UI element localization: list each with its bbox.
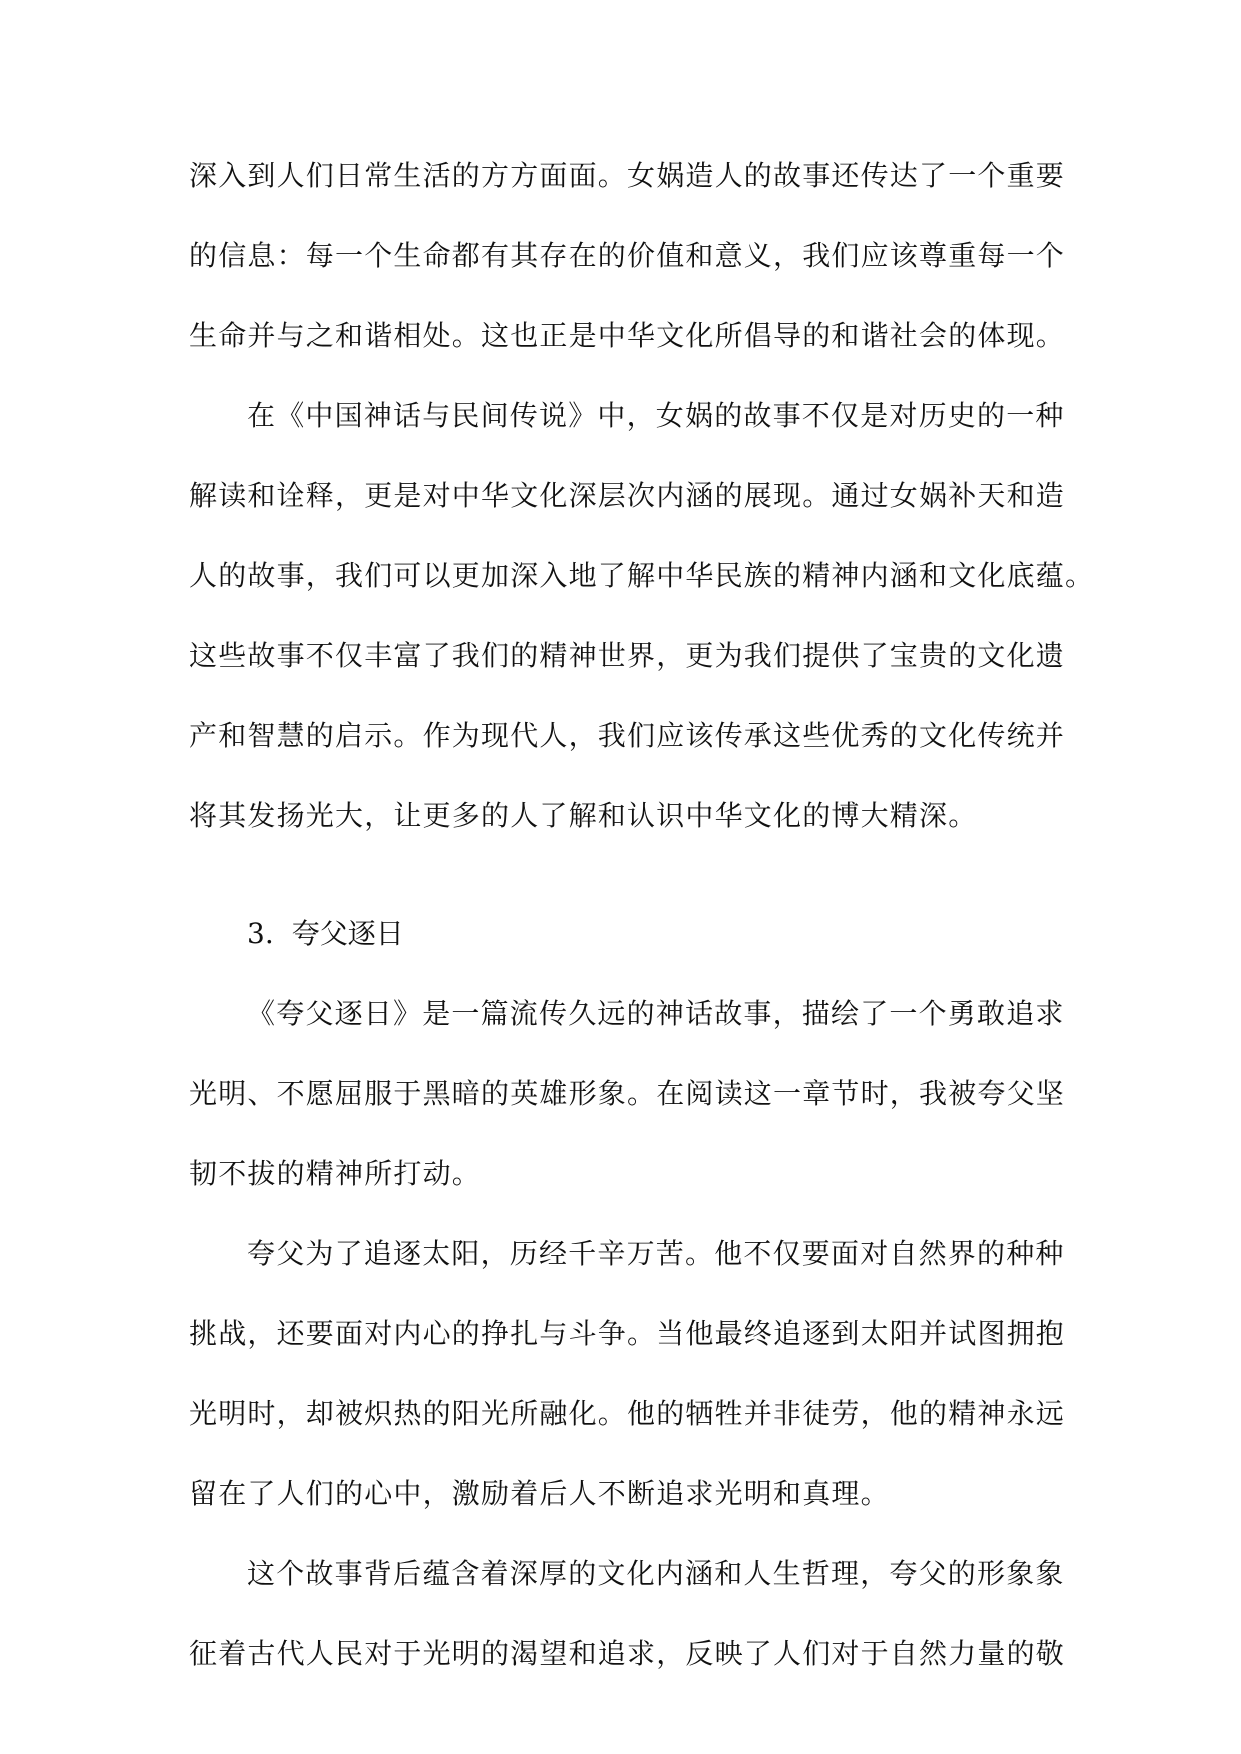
paragraph-line: 光明、不愿屈服于黑暗的英雄形象。在阅读这一章节时，我被夸父坚 xyxy=(189,1077,1066,1110)
paragraph-line: 挑战，还要面对内心的挣扎与斗争。当他最终追逐到太阳并试图拥抱 xyxy=(189,1317,1066,1350)
paragraph-line: 的信息：每一个生命都有其存在的价值和意义，我们应该尊重每一个 xyxy=(189,239,1066,272)
paragraph-1 xyxy=(189,136,1066,376)
paragraph-line: 韧不拔的精神所打动。 xyxy=(189,1157,482,1190)
paragraph-line: 这个故事背后蕴含着深厚的文化内涵和人生哲理，夸父的形象象 xyxy=(247,1557,1065,1590)
document-body xyxy=(189,136,1095,1694)
paragraph-line: 深入到人们日常生活的方方面面。女娲造人的故事还传达了一个重要 xyxy=(189,159,1066,192)
paragraph-line: 光明时，却被炽热的阳光所融化。他的牺牲并非徒劳，他的精神永远 xyxy=(189,1397,1066,1430)
paragraph-line: 征着古代人民对于光明的渴望和追求，反映了人们对于自然力量的敬 xyxy=(189,1637,1066,1670)
paragraph-line: 夸父为了追逐太阳，历经千辛万苦。他不仅要面对自然界的种种 xyxy=(247,1237,1065,1270)
paragraph-line: 《夸父逐日》是一篇流传久远的神话故事，描绘了一个勇敢追求 xyxy=(247,997,1065,1030)
section-spacer xyxy=(189,856,1059,894)
section-number: 3. xyxy=(247,917,274,950)
paragraph-line: 解读和诠释，更是对中华文化深层次内涵的展现。通过女娲补天和造 xyxy=(189,479,1066,512)
paragraph-4 xyxy=(189,1214,1066,1534)
section-heading xyxy=(189,894,1059,974)
paragraph-line: 留在了人们的心中，激励着后人不断追求光明和真理。 xyxy=(189,1477,890,1510)
paragraph-line: 这些故事不仅丰富了我们的精神世界，更为我们提供了宝贵的文化遗 xyxy=(189,639,1066,672)
paragraph-line: 在《中国神话与民间传说》中，女娲的故事不仅是对历史的一种 xyxy=(247,399,1065,432)
paragraph-3 xyxy=(189,974,1066,1214)
paragraph-line: 产和智慧的启示。作为现代人，我们应该传承这些优秀的文化传统并 xyxy=(189,719,1066,752)
paragraph-5 xyxy=(189,1534,1066,1694)
paragraph-line: 将其发扬光大，让更多的人了解和认识中华文化的博大精深。 xyxy=(189,799,978,832)
section-title: 夸父逐日 xyxy=(291,917,404,950)
paragraph-line: 生命并与之和谐相处。这也正是中华文化所倡导的和谐社会的体现。 xyxy=(189,319,1066,352)
paragraph-line: 人的故事，我们可以更加深入地了解中华民族的精神内涵和文化底蕴。 xyxy=(189,559,1095,592)
paragraph-2 xyxy=(189,376,1095,856)
